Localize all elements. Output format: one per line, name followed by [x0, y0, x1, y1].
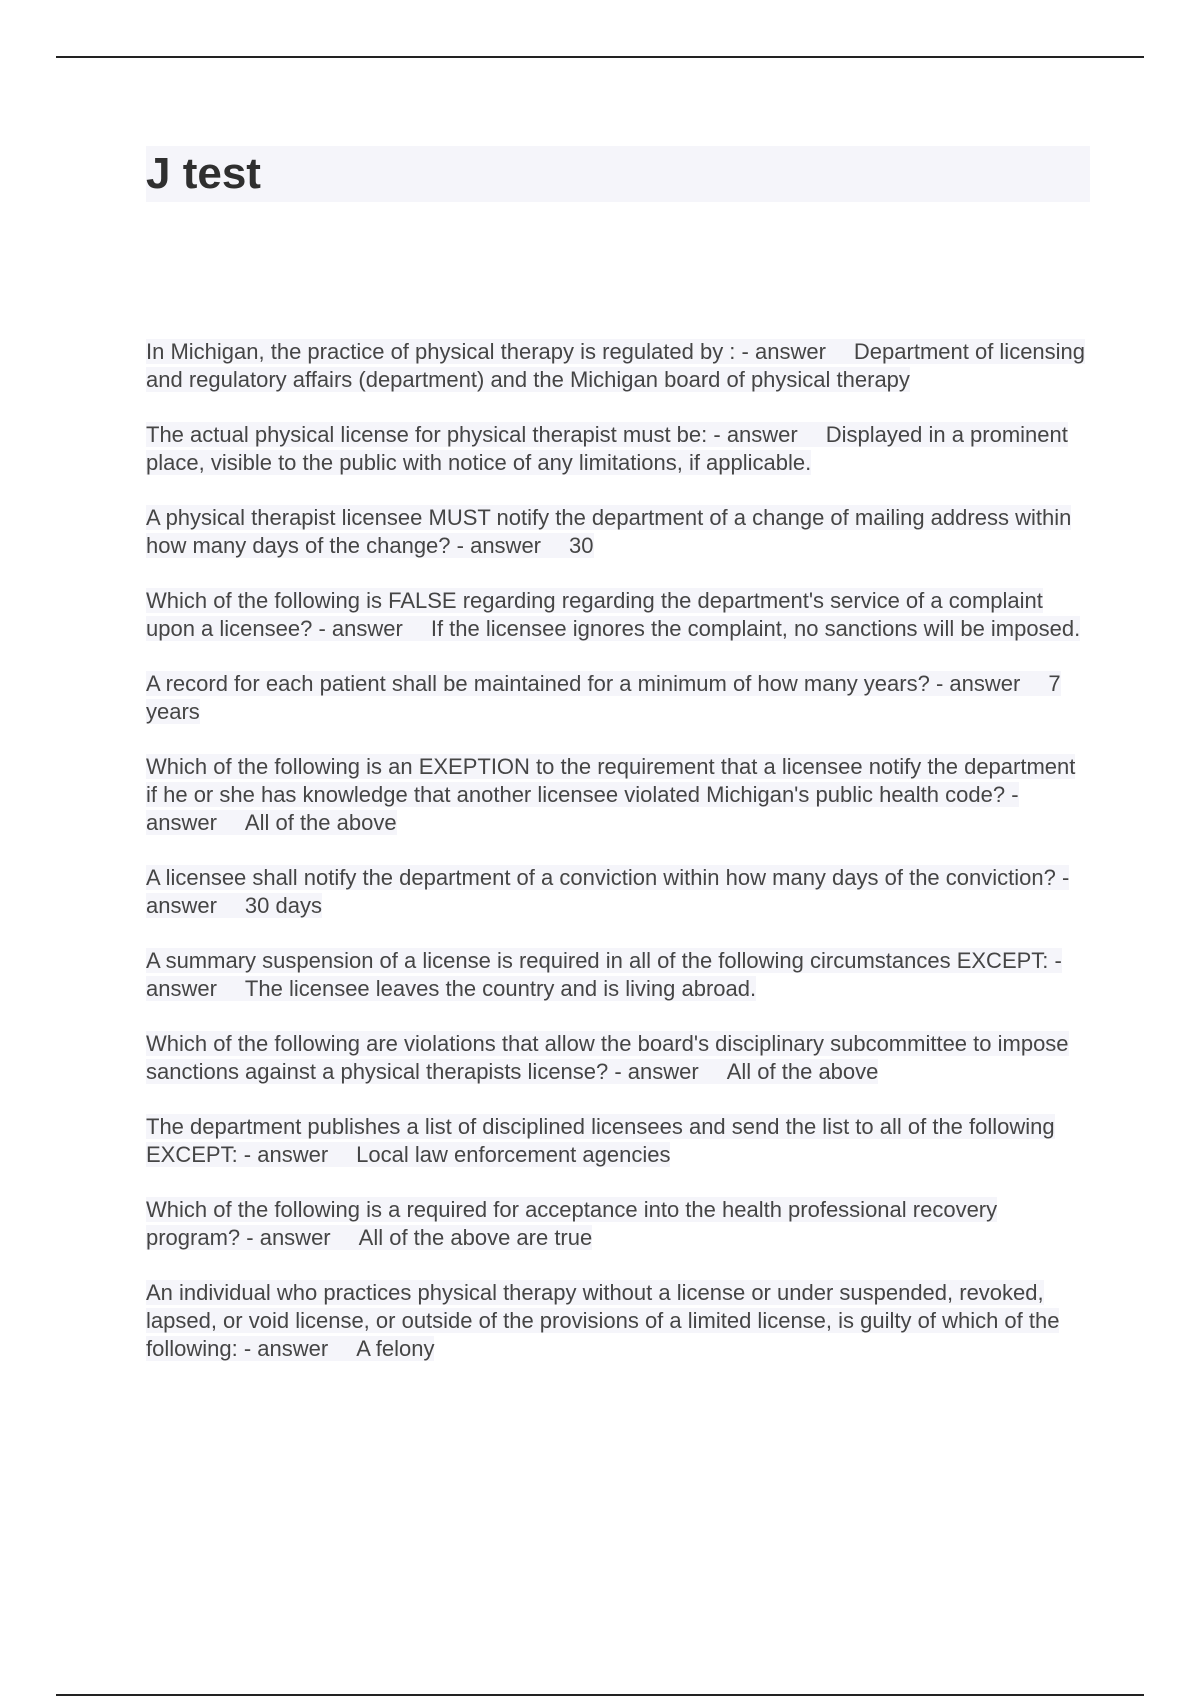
answer-text: All of the above	[726, 1059, 879, 1084]
question-text: The department publishes a list of disciplined licensees and send the list to all of the following EXCEPT: - answer	[146, 1114, 1055, 1167]
question-text: A record for each patient shall be maintained for a minimum of how many years? - answer	[146, 671, 1021, 696]
top-rule	[56, 56, 1144, 58]
qa-list	[146, 338, 1090, 1390]
qa-item	[146, 1113, 1090, 1169]
question-text: Which of the following is a required for acceptance into the health professional recovery program? - answer	[146, 1197, 998, 1250]
question-text: Which of the following is an EXEPTION to the requirement that a licensee notify the department if he or she has knowledge that another licensee violated Michigan's public health code? - answer	[146, 754, 1076, 835]
qa-item	[146, 1196, 1090, 1252]
qa-item	[146, 338, 1090, 394]
qa-item	[146, 753, 1090, 837]
question-text: In Michigan, the practice of physical therapy is regulated by : - answer	[146, 339, 826, 364]
qa-item	[146, 1030, 1090, 1086]
page-title: J test	[146, 149, 261, 198]
bottom-rule	[56, 1694, 1144, 1696]
answer-text: The licensee leaves the country and is living abroad.	[244, 976, 757, 1001]
answer-text: Department of licensing and regulatory affairs (department) and the Michigan board of physical therapy	[146, 339, 1086, 392]
qa-item	[146, 1279, 1090, 1363]
answer-text: A felony	[356, 1336, 435, 1361]
qa-item	[146, 421, 1090, 477]
answer-text: All of the above	[244, 810, 397, 835]
answer-text: 7 years	[146, 671, 1061, 724]
question-text: An individual who practices physical therapy without a license or under suspended, revoked, lapsed, or void license, or outside of the provisions of a limited license, is guilty of which of the following: - answer	[146, 1280, 1060, 1361]
question-text: The actual physical license for physical therapist must be: - answer	[146, 422, 798, 447]
answer-text: Displayed in a prominent place, visible to the public with notice of any limitations, if applicable.	[146, 422, 1068, 475]
qa-item	[146, 504, 1090, 560]
question-text: A licensee shall notify the department of a conviction within how many days of the conviction? - answer	[146, 865, 1070, 918]
question-text: A physical therapist licensee MUST notify the department of a change of mailing address within how many days of the change? - answer	[146, 505, 1072, 558]
qa-item	[146, 864, 1090, 920]
answer-text: 30 days	[244, 893, 322, 918]
answer-text: All of the above are true	[358, 1225, 593, 1250]
answer-text: 30	[569, 533, 594, 558]
question-text: Which of the following is FALSE regarding regarding the department's service of a complaint upon a licensee? - answer	[146, 588, 1043, 641]
answer-text: Local law enforcement agencies	[356, 1142, 671, 1167]
answer-text: If the licensee ignores the complaint, no sanctions will be imposed.	[430, 616, 1081, 641]
question-text: A summary suspension of a license is required in all of the following circumstances EXCEPT: - answer	[146, 948, 1062, 1001]
qa-item	[146, 670, 1090, 726]
question-text: Which of the following are violations that allow the board's disciplinary subcommittee to impose sanctions against a physical therapists license? - answer	[146, 1031, 1069, 1084]
qa-item	[146, 587, 1090, 643]
qa-item	[146, 947, 1090, 1003]
title-band	[146, 146, 1090, 202]
